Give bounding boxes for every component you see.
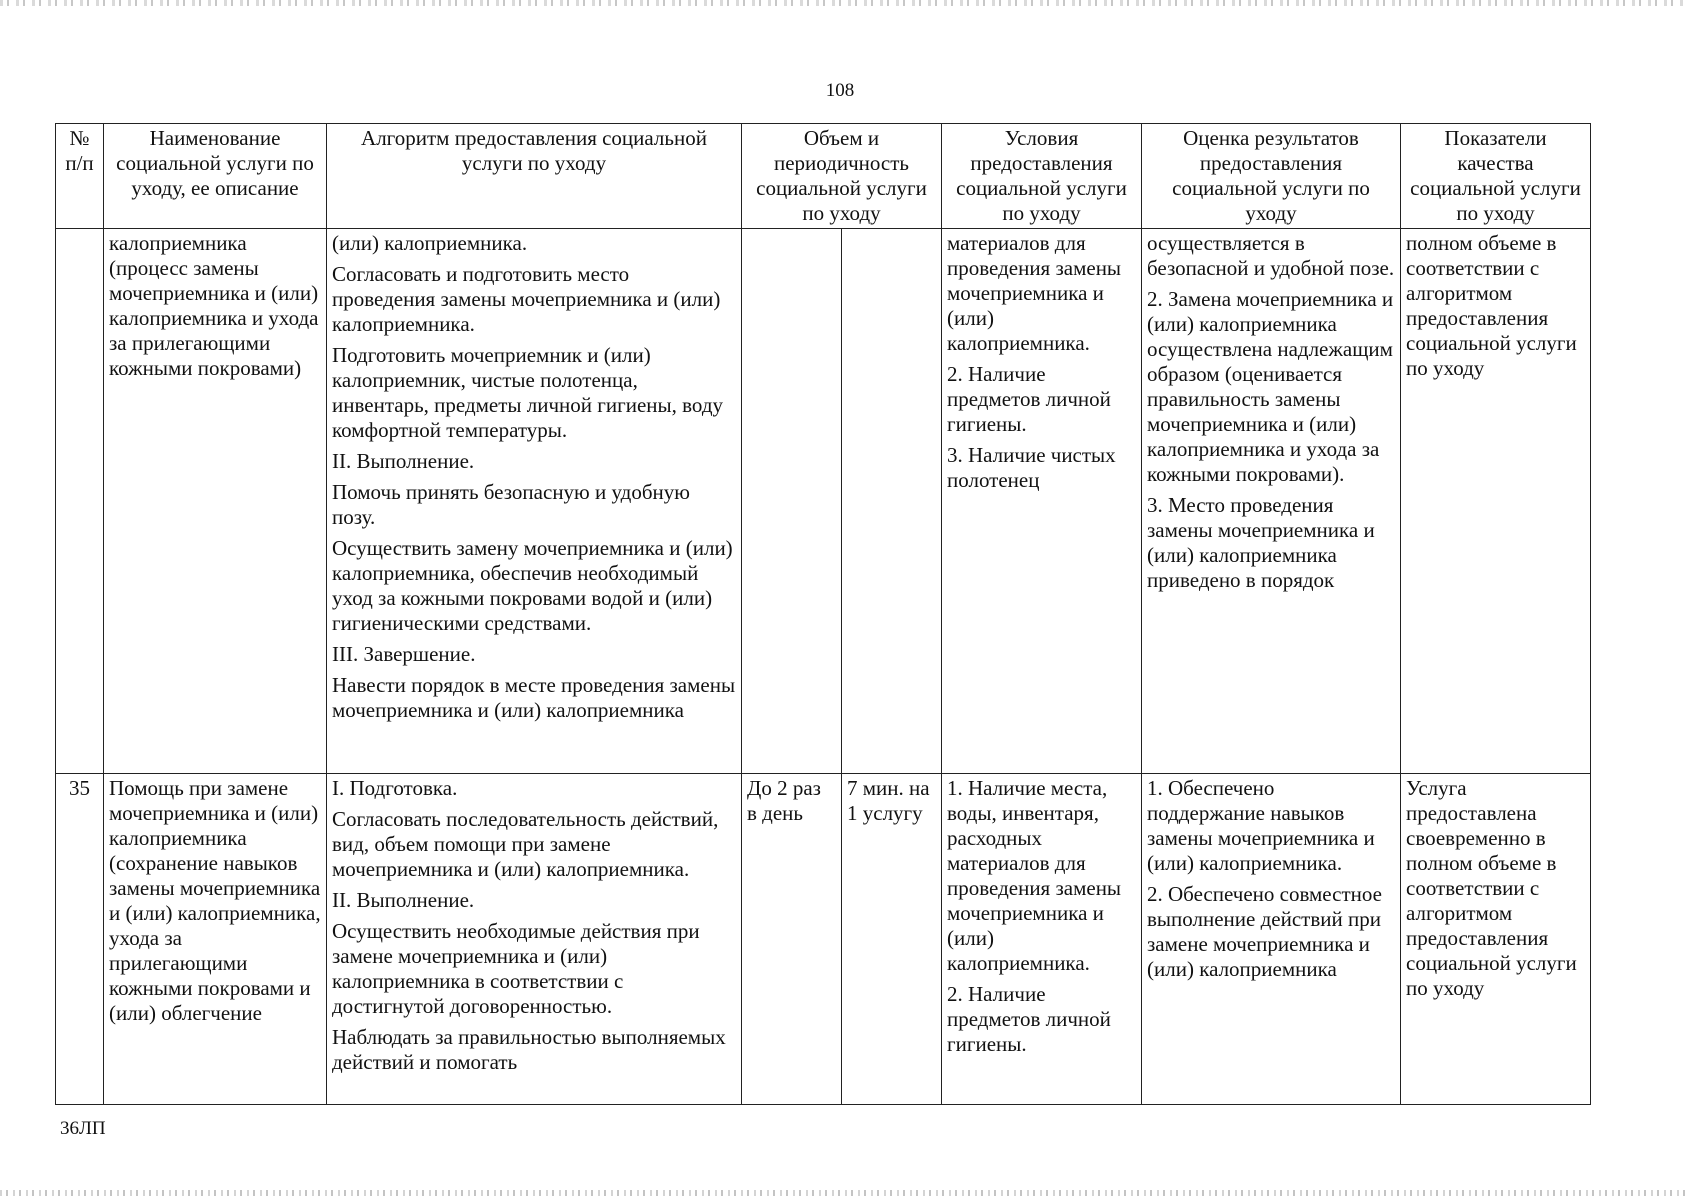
row1-evaluation xyxy=(1142,229,1401,774)
row2-algorithm-step: Осуществить необходимые действия при замене мочеприемника и (или) калоприемника в соответствии с достигнутой договоренностью. xyxy=(332,919,700,1018)
table-row xyxy=(56,229,1591,774)
row2-quality: Услуга предоставлена своевременно в полном объеме в соответствии с алгоритмом предоставления социальной услуги по уходу xyxy=(1401,774,1591,1105)
row1-name: калоприемника (процесс замены мочеприемника и (или) калоприемника и ухода за прилегающими кожными покровами) xyxy=(104,229,327,774)
row2-algorithm-step: Согласовать последовательность действий, вид, объем помощи при замене мочеприемника и (или) калоприемника. xyxy=(332,807,719,881)
table-header-row xyxy=(56,124,1591,229)
row1-algorithm-step: Осуществить замену мочеприемника и (или) калоприемника, обеспечив необходимый уход за кожными покровами водой и (или) гигиеническими средствами. xyxy=(332,536,733,635)
row1-periodicity xyxy=(842,229,942,774)
row2-algorithm xyxy=(327,774,742,1105)
row1-algorithm xyxy=(327,229,742,774)
row2-evaluation-item: 2. Обеспечено совместное выполнение действий при замене мочеприемника и (или) калоприемника xyxy=(1147,882,1382,981)
row2-volume: До 2 раз в день xyxy=(742,774,842,1105)
service-table xyxy=(55,123,1591,1105)
row1-algorithm-step: Согласовать и подготовить место проведения замены мочеприемника и (или) калоприемника. xyxy=(332,262,721,336)
row2-condition-item: 2. Наличие предметов личной гигиены. xyxy=(947,982,1111,1056)
table-row xyxy=(56,774,1591,1105)
row1-condition-item: материалов для проведения замены мочеприемника и (или) калоприемника. xyxy=(947,231,1122,355)
row1-algorithm-step: II. Выполнение. xyxy=(332,449,475,473)
header-evaluation: Оценка результатов предоставления социальной услуги по уходу xyxy=(1142,124,1401,229)
row2-algorithm-step: I. Подготовка. xyxy=(332,776,458,800)
row2-condition-item: 1. Наличие места, воды, инвентаря, расходных материалов для проведения замены мочеприемника и (или) калоприемника. xyxy=(947,776,1122,975)
row2-conditions xyxy=(942,774,1142,1105)
row2-algorithm-step: II. Выполнение. xyxy=(332,888,475,912)
row1-algorithm-step: Навести порядок в месте проведения замены мочеприемника и (или) калоприемника xyxy=(332,673,736,722)
header-conditions: Условия предоставления социальной услуги по уходу xyxy=(942,124,1142,229)
row1-condition-item: 3. Наличие чистых полотенец xyxy=(947,443,1116,492)
row1-num xyxy=(56,229,104,774)
row2-num: 35 xyxy=(56,774,104,1105)
header-quality: Показатели качества социальной услуги по уходу xyxy=(1401,124,1591,229)
row1-quality: полном объеме в соответствии с алгоритмом предоставления социальной услуги по уходу xyxy=(1401,229,1591,774)
row1-algorithm-step: III. Завершение. xyxy=(332,642,476,666)
header-num: № п/п xyxy=(56,124,104,229)
row1-condition-item: 2. Наличие предметов личной гигиены. xyxy=(947,362,1111,436)
row1-algorithm-step: Помочь принять безопасную и удобную позу. xyxy=(332,480,690,529)
row1-volume xyxy=(742,229,842,774)
row1-evaluation-item: 3. Место проведения замены мочеприемника и (или) калоприемника приведено в порядок xyxy=(1147,493,1375,592)
header-name: Наименование социальной услуги по уходу, ее описание xyxy=(104,124,327,229)
footer-code: 36ЛП xyxy=(60,1118,106,1139)
row2-algorithm-step: Наблюдать за правильностью выполняемых действий и помогать xyxy=(332,1025,726,1074)
header-volume: Объем и периодичность социальной услуги по уходу xyxy=(742,124,942,229)
scan-edge-bottom xyxy=(0,1190,1686,1196)
row1-algorithm-step: Подготовить мочеприемник и (или) калоприемник, чистые полотенца, инвентарь, предметы личной гигиены, воду комфортной температуры. xyxy=(332,343,724,442)
page-number: 108 xyxy=(825,80,855,101)
scan-edge-top xyxy=(0,0,1686,6)
header-algorithm: Алгоритм предоставления социальной услуги по уходу xyxy=(327,124,742,229)
row1-evaluation-item: осуществляется в безопасной и удобной позе. xyxy=(1147,231,1395,280)
row2-name: Помощь при замене мочеприемника и (или) калоприемника (сохранение навыков замены мочеприемника и (или) калоприемника, ухода за прилегающими кожными покровами и (или) облегчение xyxy=(104,774,327,1105)
row2-evaluation xyxy=(1142,774,1401,1105)
row1-algorithm-step: (или) калоприемника. xyxy=(332,231,528,255)
row1-conditions xyxy=(942,229,1142,774)
row2-evaluation-item: 1. Обеспечено поддержание навыков замены мочеприемника и (или) калоприемника. xyxy=(1147,776,1375,875)
row2-periodicity: 7 мин. на 1 услугу xyxy=(842,774,942,1105)
row1-evaluation-item: 2. Замена мочеприемника и (или) калоприемника осуществлена надлежащим образом (оценивается правильность замены мочеприемника и (или) калоприемника и ухода за кожными покровами). xyxy=(1147,287,1394,486)
